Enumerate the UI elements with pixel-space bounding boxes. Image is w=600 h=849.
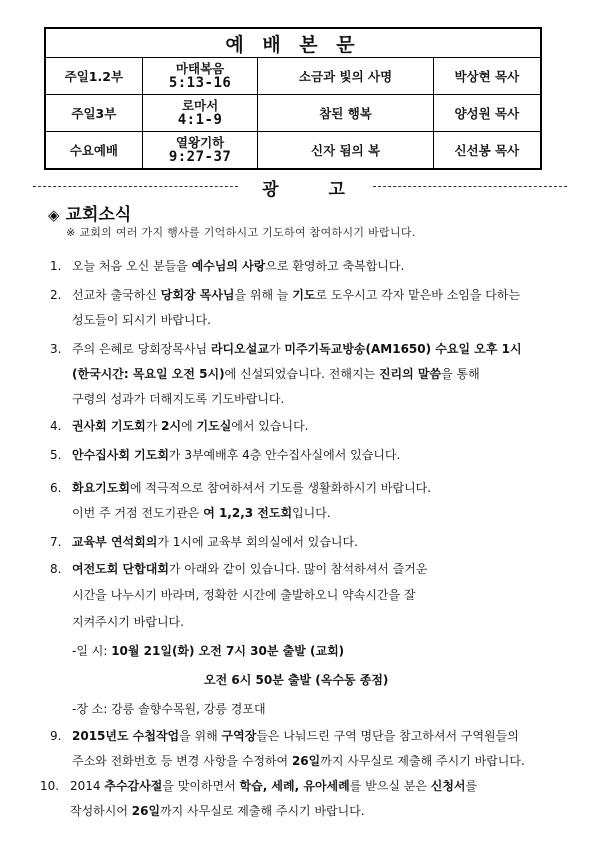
item-number: 3.: [50, 342, 62, 356]
announcement-item: [50, 283, 570, 333]
item-text: 가: [145, 419, 162, 433]
item-text: 이번 주 거점 전도기관은: [72, 506, 204, 520]
item-text: 주소와 전화번호 등 변경 사항을 수정하여: [72, 754, 292, 768]
item-text: 에 신설되었습니다. 전해지는: [224, 367, 379, 381]
item-text: 가 3부예배후 4층 안수집사실에서 있습니다.: [168, 448, 401, 462]
church-news-note: ※ 교회의 여러 가지 행사를 기억하시고 기도하여 참여하시기 바랍니다.: [66, 226, 416, 239]
item-text: 에: [181, 419, 197, 433]
item-text: 가: [268, 342, 285, 356]
item-emphasis: 학습, 세례, 유아세례: [239, 779, 350, 793]
item-text: 오늘 처음 오신 분들을: [72, 259, 192, 273]
item-emphasis: 26일: [131, 804, 161, 818]
item-number: 5.: [50, 448, 62, 462]
item-text: 을 위해: [179, 729, 222, 743]
item-emphasis: 신청서: [430, 779, 466, 793]
scripture-book: 마태복음: [175, 61, 225, 76]
dashed-divider-right: [373, 186, 567, 187]
item-text: 을 맞이하면서: [162, 779, 240, 793]
sermon-row: [45, 95, 541, 132]
sermon-topic: 신자 됨의 복: [258, 132, 433, 170]
item-emphasis: 여 1,2,3 전도회: [203, 506, 293, 520]
item-emphasis: 2시: [161, 419, 182, 433]
announcement-item: [50, 476, 570, 526]
item-text: 가 아래와 같이 있습니다. 많이 참석하셔서 즐거운: [168, 562, 428, 576]
item-text: 에서 있습니다.: [231, 419, 309, 433]
scripture-book: 열왕기하: [175, 135, 225, 150]
church-news-heading: [48, 200, 131, 225]
item-emphasis: 교육부 연석회의: [72, 535, 158, 549]
diamond-bullet-icon: ◈: [48, 206, 60, 224]
item-number: 10.: [40, 779, 60, 793]
scripture-book: 로마서: [181, 98, 219, 113]
church-news-title: 교회소식: [65, 205, 132, 225]
item-text: 까지 사무실로 제출해 주시기 바랍니다.: [160, 804, 365, 818]
item-emphasis: 기도실: [196, 419, 232, 433]
item-number: 1.: [50, 259, 62, 273]
item-emphasis: 여전도회 단합대회: [72, 562, 169, 576]
item-number: 7.: [50, 535, 62, 549]
scripture-passage: [142, 95, 258, 132]
announcement-item: [50, 557, 570, 724]
sermon-topic: 참된 행복: [258, 95, 433, 132]
venue-info: -장 소: 강릉 솔향수목원, 강릉 경포대: [72, 702, 266, 716]
item-text: 지켜주시기 바랍니다.: [72, 615, 184, 629]
item-text: 으로 환영하고 축복합니다.: [265, 259, 405, 273]
sermon-table: [44, 27, 542, 170]
item-number: 9.: [50, 729, 62, 743]
item-emphasis: 권사회 기도회: [72, 419, 146, 433]
item-text: 를: [465, 779, 478, 793]
item-text: 가 1시에 교육부 회의실에서 있습니다.: [157, 535, 358, 549]
service-name: 주일1.2부: [45, 58, 142, 95]
item-emphasis: 진리의 말씀: [378, 367, 442, 381]
sermon-row: [45, 58, 541, 95]
announcement-item: [50, 443, 570, 468]
announcements-header: [33, 175, 567, 200]
item-emphasis: 화요기도회: [72, 481, 130, 495]
item-text: 를 받으실 분은: [349, 779, 431, 793]
item-emphasis: 26일: [291, 754, 321, 768]
scripture-ref: 4:1-9: [177, 112, 223, 128]
item-text: 2014: [70, 779, 105, 793]
service-name: 수요예배: [45, 132, 142, 170]
item-emphasis: 예수님의 사랑: [191, 259, 266, 273]
announcement-item: [50, 337, 570, 412]
item-text: 선교차 출국하신: [72, 288, 161, 302]
announcement-item: [50, 724, 570, 774]
item-text: 성도들이 되시기 바랍니다.: [72, 313, 211, 327]
item-text: 까지 사무실로 제출해 주시기 바랍니다.: [320, 754, 525, 768]
preacher: 박상현 목사: [433, 58, 541, 95]
item-emphasis: 기도: [292, 288, 316, 302]
item-text: 시간을 나누시기 바라며, 정확한 시간에 출발하오니 약속시간을 잘: [72, 588, 416, 602]
item-text: 에 적극적으로 참여하셔서 기도를 생활화하시기 바랍니다.: [129, 481, 432, 495]
schedule-time: 10월 21일(화) 오전 7시 30분 출발 (교회): [111, 644, 345, 658]
item-emphasis: 미주기독교방송(AM1650) 수요일 오후 1시: [284, 342, 522, 356]
sermon-table-title-row: [45, 28, 541, 58]
sermon-row: [45, 132, 541, 170]
item-emphasis: 라디오설교: [210, 342, 269, 356]
item-text: 로 도우시고 각자 맡은바 소임을 다하는: [315, 288, 521, 302]
item-text: 을 통해: [441, 367, 480, 381]
schedule-time: 오전 6시 50분 출발 (옥수동 종점): [204, 673, 389, 687]
item-text: 작성하시어: [70, 804, 132, 818]
sermon-table-title: 예 배 본 문: [45, 28, 541, 58]
item-emphasis: 2015년도 수첩작업: [72, 729, 180, 743]
scripture-passage: [142, 132, 258, 170]
announcements-title: 광 고: [262, 180, 367, 200]
item-text: 주의 은혜로 당회장목사님: [72, 342, 211, 356]
announcement-list: [40, 254, 570, 824]
announcement-item: [50, 414, 570, 439]
announcement-item: [50, 254, 570, 279]
scripture-ref: 5:13-16: [168, 75, 232, 91]
item-emphasis: 구역장: [221, 729, 257, 743]
dashed-divider-left: [33, 186, 238, 187]
service-name: 주일3부: [45, 95, 142, 132]
preacher: 신선봉 목사: [433, 132, 541, 170]
item-emphasis: 당회장 목사님: [160, 288, 235, 302]
scripture-passage: [142, 58, 258, 95]
item-emphasis: 안수집사회 기도회: [72, 448, 169, 462]
item-emphasis: (한국시간: 목요일 오전 5시): [72, 367, 225, 381]
preacher: 양성원 목사: [433, 95, 541, 132]
announcement-item: [50, 530, 570, 555]
item-number: 2.: [50, 288, 62, 302]
item-text: 구령의 성과가 더해지도록 기도바랍니다.: [72, 392, 285, 406]
item-number: 8.: [50, 562, 62, 576]
item-number: 4.: [50, 419, 62, 433]
item-text: 들은 나눠드린 구역 명단을 참고하셔서 구역원들의: [256, 729, 519, 743]
sermon-topic: 소금과 빛의 사명: [258, 58, 433, 95]
item-text: 입니다.: [292, 506, 331, 520]
item-number: 6.: [50, 481, 62, 495]
item-emphasis: 추수감사절: [104, 779, 163, 793]
schedule-label: -일 시:: [72, 644, 112, 658]
scripture-ref: 9:27-37: [168, 149, 232, 165]
announcement-item: [40, 774, 570, 824]
item-text: 을 위해 늘: [234, 288, 293, 302]
